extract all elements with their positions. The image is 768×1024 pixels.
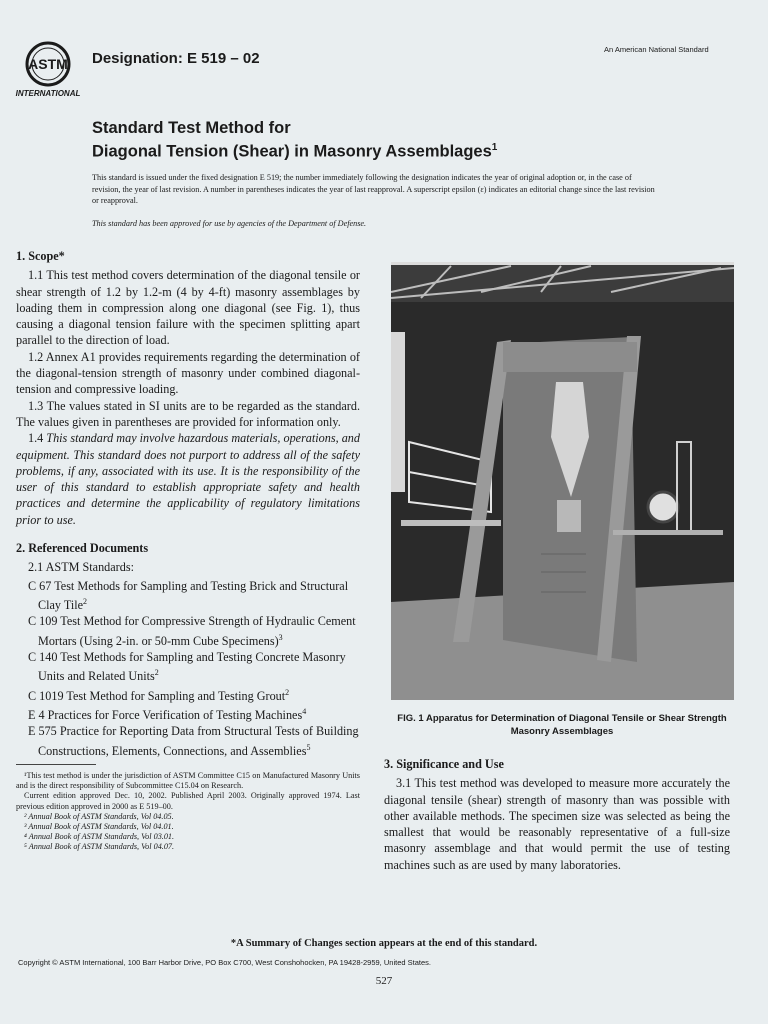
reference-item: C 1019 Test Method for Sampling and Testing Grout$^2$ (28, 687, 290, 703)
scope-heading: 1. Scope* (16, 249, 65, 263)
footnote: ¹This test method is under the jurisdiction of ASTM Committee C15 on Manufactured Masonry Units and is the direct responsibility of Subcommittee C15.04 on Research. (16, 771, 360, 791)
reference-item: C 67 Test Methods for Sampling and Testing Brick and Structural Clay Tile$^2$ (28, 578, 349, 612)
logo-text: ASTM (28, 56, 68, 72)
left-column (16, 248, 360, 759)
title-line-1: Standard Test Method for (92, 119, 291, 137)
page-number: 527 (375, 975, 393, 987)
footnote: ⁵ Annual Book of ASTM Standards, Vol 04.07. (24, 842, 175, 852)
right-column (384, 756, 730, 873)
footnote: ⁴ Annual Book of ASTM Standards, Vol 03.01. (24, 832, 175, 842)
designation: Designation: E 519 – 02 (92, 50, 260, 67)
left-doorway (391, 332, 405, 492)
page-title (92, 118, 497, 162)
title-line-2: Diagonal Tension (Shear) in Masonry Assemblages$^1$ (92, 142, 498, 161)
footnote: ³ Annual Book of ASTM Standards, Vol 04.01. (24, 822, 174, 832)
gauge (648, 492, 678, 522)
footnote: Current edition approved Dec. 10, 2002. Published April 2003. Originally approved 1974. Last previous edition approved in 2000 as E 519–00. (16, 791, 360, 811)
reference-item: E 575 Practice for Reporting Data from Structural Tests of Building Constructions, Elements, Connections, and Assemblies$^5$ (28, 724, 359, 758)
figure-caption: FIG. 1 Apparatus for Determination of Diagonal Tensile or Shear Strength Masonry Assemblages (397, 713, 727, 737)
scope-para-3: 1.3 The values stated in SI units are to be regarded as the standard. The values given in parentheses are provided for information only. (16, 398, 360, 429)
summary-note: *A Summary of Changes section appears at the end of this standard. (230, 938, 538, 949)
issuance-notice: This standard is issued under the fixed designation E 519; the number immediately following the designation indicates the year of original adoption or, in the case of revision, the year of last revision. A number in parentheses indicates the year of last reapproval. A superscript epsilon (ε) indicates an editorial change since the last revision or reapproval. (92, 173, 655, 205)
logo-subtext: INTERNATIONAL (15, 89, 81, 98)
significance-heading: 3. Significance and Use (384, 757, 504, 771)
footnote: ² Annual Book of ASTM Standards, Vol 04.05. (24, 811, 174, 821)
significance-para-1: 3.1 This test method was developed to measure more accurately the diagonal tensile (shear) strength of masonry than was possible with other available methods. The specimen size was selected as being the smallest that would be reasonably representative of a full-size masonry assemblage and that would permit the use of testing machines such as are used by many laboratories. (384, 776, 730, 872)
footnote-rule (16, 764, 96, 765)
refdocs-heading: 2. Referenced Documents (16, 541, 149, 556)
defense-approval: This standard has been approved for use by agencies of the Department of Defense. (92, 219, 367, 228)
reference-item: C 109 Test Method for Compressive Strength of Hydraulic Cement Mortars (Using 2-in. or 50-mm Cube Specimens)$^3$ (28, 614, 356, 648)
reference-list (28, 578, 360, 759)
national-standard-label: An American National Standard (604, 45, 709, 54)
copyright: Copyright © ASTM International, 100 Barr Harbor Drive, PO Box C700, West Conshohocken, PA 19428-2959, United States. (18, 958, 431, 967)
refdocs-sub: 2.1 ASTM Standards: (28, 560, 134, 575)
scope-para-1: 1.1 This test method covers determination of the diagonal tensile or shear strength of 1.2 by 1.2-m (4 by 4-ft) masonry assemblages by loading them in compression along one diagonal (see Fig. 1), thus causing a diagonal tension failure with the specimen splitting apart parallel to the direction of load. (16, 268, 360, 348)
footnotes (16, 771, 360, 853)
reference-item: C 140 Test Methods for Sampling and Testing Concrete Masonry Units and Related Units$^2$ (28, 649, 346, 684)
scope-para-2: 1.2 Annex A1 provides requirements regarding the determination of the diagonal-tension strength of masonry under combined diagonal-tension and compressive loading. (16, 349, 360, 397)
figure-photo (391, 262, 734, 700)
astm-logo (14, 38, 84, 100)
scope-para-4: 1.4 This standard may involve hazardous materials, operations, and equipment. This standard does not purport to address all of the safety problems, if any, associated with its use. It is the responsibility of the user of this standard to establish appropriate safety and health practices and determine the applicability of regulatory limitations prior to use. (16, 431, 360, 527)
reference-item: E 4 Practices for Force Verification of Testing Machines$^4$ (28, 706, 307, 723)
